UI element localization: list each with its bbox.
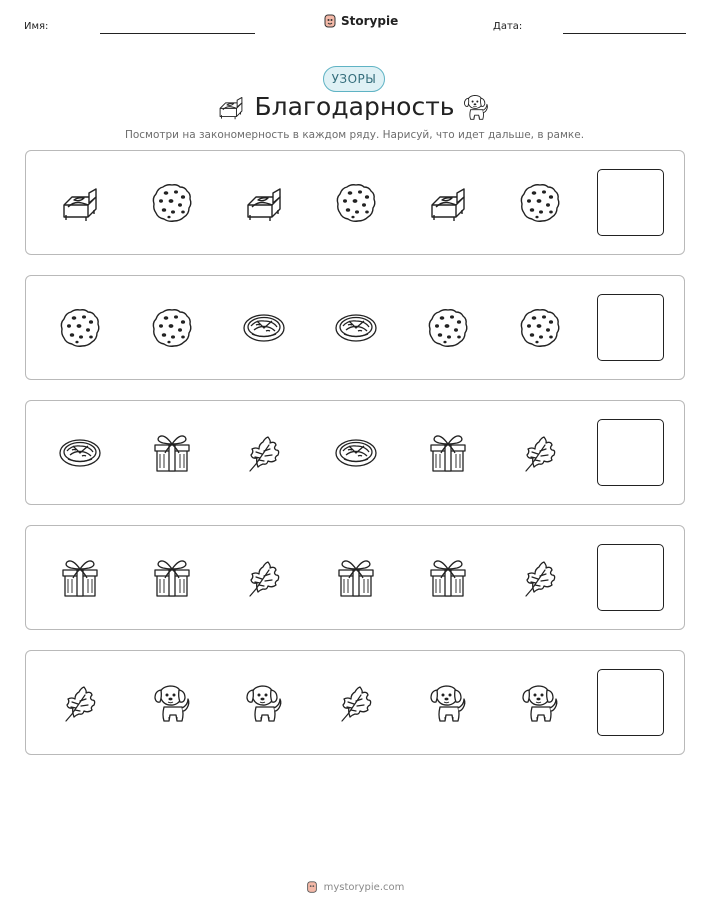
answer-box[interactable]	[597, 169, 664, 236]
gift-icon	[426, 556, 470, 600]
puppy-icon	[426, 681, 470, 725]
category-tag: УЗОРЫ	[323, 66, 385, 92]
cookie-icon	[58, 306, 102, 350]
instructions: Посмотри на закономерность в каждом ряду. Нарисуй, что идет дальше, в рамке.	[124, 129, 585, 141]
puppy-icon	[150, 681, 194, 725]
brand-name: Storypie	[341, 14, 399, 28]
page-title: Благодарность	[254, 92, 455, 121]
date-label: Дата:	[493, 21, 523, 32]
date-line[interactable]	[563, 33, 686, 34]
leaf-icon	[518, 556, 562, 600]
gift-icon	[334, 556, 378, 600]
puppy-icon	[518, 681, 562, 725]
answer-box[interactable]	[597, 544, 664, 611]
brand-logo	[322, 13, 398, 29]
gift-icon	[150, 556, 194, 600]
pie-icon	[334, 431, 378, 475]
answer-box[interactable]	[597, 419, 664, 486]
cookie-icon	[334, 181, 378, 225]
bed-icon	[58, 181, 102, 225]
gift-icon	[426, 431, 470, 475]
pattern-row	[25, 525, 685, 630]
gift-icon	[150, 431, 194, 475]
answer-box[interactable]	[597, 294, 664, 361]
cookie-icon	[518, 181, 562, 225]
leaf-icon	[242, 556, 286, 600]
puppy-icon	[242, 681, 286, 725]
storypie-logo-icon	[322, 13, 338, 29]
cookie-icon	[150, 181, 194, 225]
pie-icon	[242, 306, 286, 350]
answer-box[interactable]	[597, 669, 664, 736]
pattern-row	[25, 275, 685, 380]
leaf-icon	[58, 681, 102, 725]
puppy-icon	[459, 92, 493, 126]
cookie-icon	[426, 306, 470, 350]
footer	[0, 880, 709, 894]
cookie-icon	[518, 306, 562, 350]
pattern-row	[25, 400, 685, 505]
bed-icon	[426, 181, 470, 225]
pattern-row	[25, 650, 685, 755]
pie-icon	[334, 306, 378, 350]
bed-icon	[242, 181, 286, 225]
name-line[interactable]	[100, 33, 255, 34]
pie-icon	[58, 431, 102, 475]
leaf-icon	[334, 681, 378, 725]
storypie-footer-icon	[305, 880, 319, 894]
leaf-icon	[518, 431, 562, 475]
leaf-icon	[242, 431, 286, 475]
gift-icon	[58, 556, 102, 600]
footer-url[interactable]: mystorypie.com	[323, 881, 405, 893]
name-label: Имя:	[24, 21, 49, 32]
cookie-icon	[150, 306, 194, 350]
pattern-row	[25, 150, 685, 255]
